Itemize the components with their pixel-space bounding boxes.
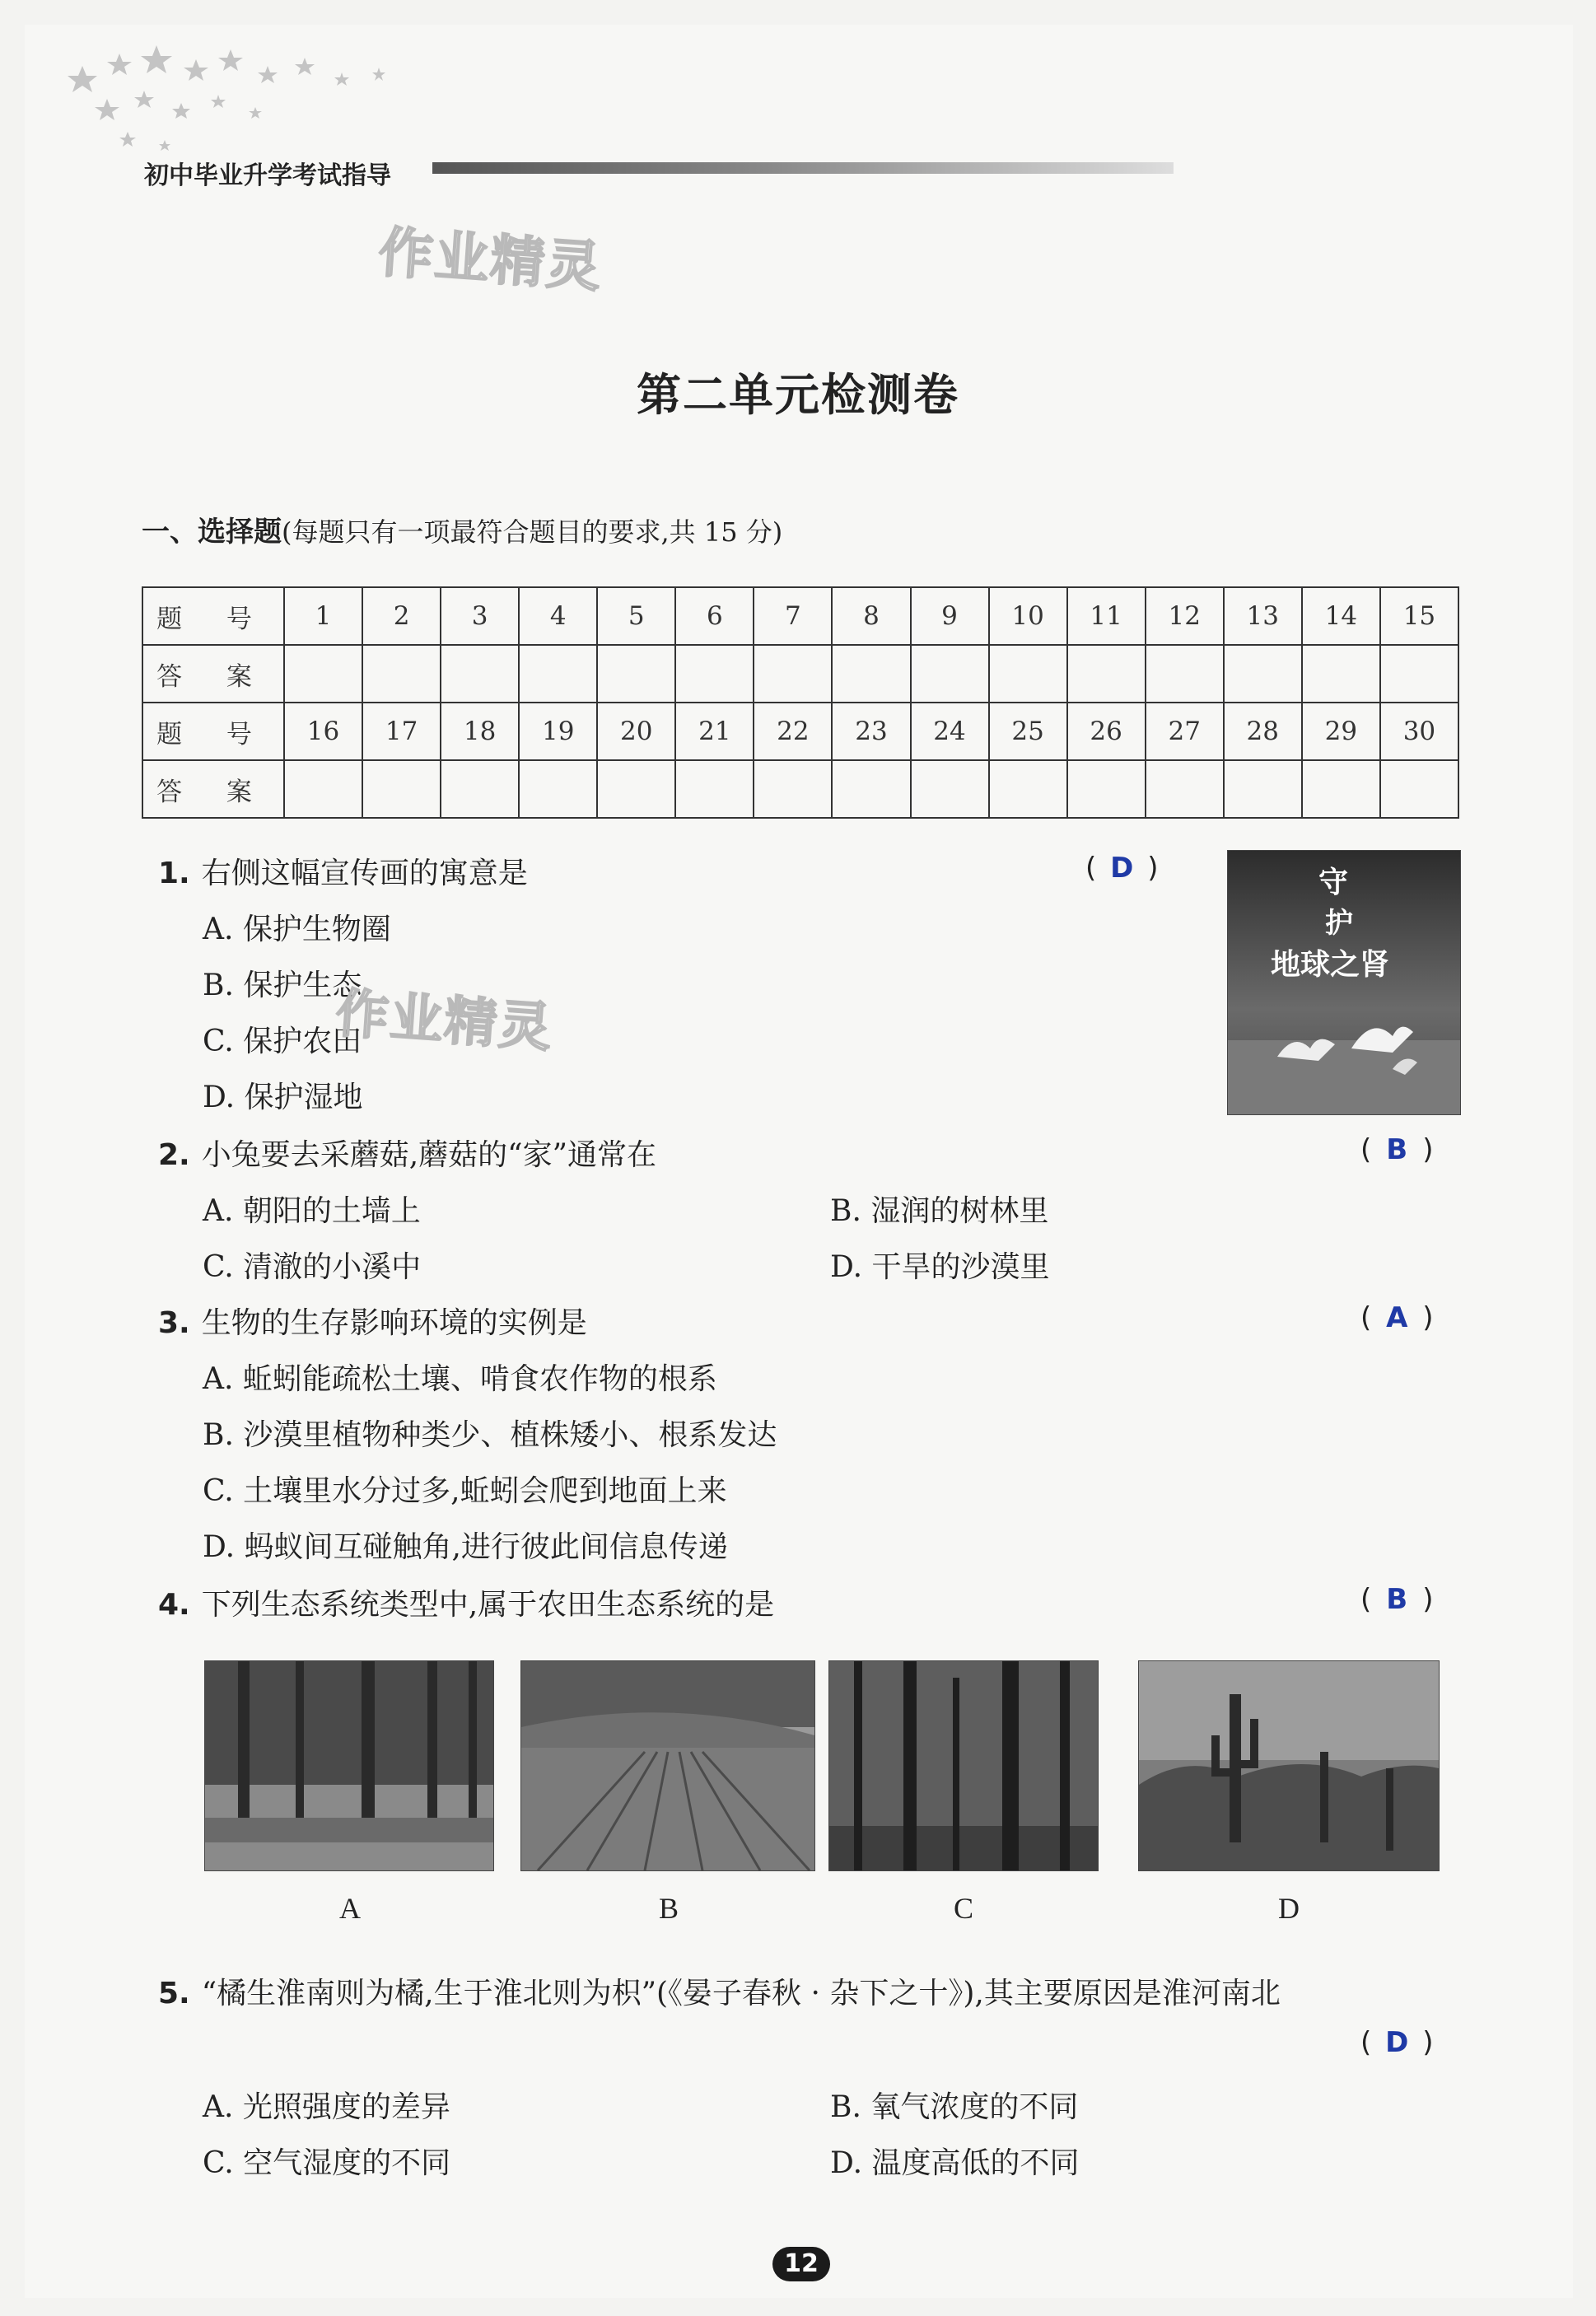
swamp-forest-icon	[205, 1661, 493, 1870]
poster-text-3: 地球之肾	[1271, 947, 1390, 982]
answer-cell[interactable]	[362, 760, 441, 818]
number-cell: 1	[284, 587, 362, 645]
row-label: 题 号	[142, 587, 284, 645]
poster-image	[1227, 850, 1461, 1115]
number-cell: 13	[1224, 587, 1302, 645]
option-d: D. 温度高低的不同	[830, 2146, 1080, 2180]
section-note: (每题只有一项最符合题目的要求,共 15 分)	[282, 516, 783, 548]
answer-cell[interactable]	[597, 760, 675, 818]
number-cell: 12	[1146, 587, 1224, 645]
decorative-stars-icon	[58, 33, 453, 165]
option-d: D. 干旱的沙漠里	[830, 1250, 1050, 1284]
number-cell: 10	[989, 587, 1067, 645]
question-text: 右侧这幅宣传画的寓意是	[201, 857, 528, 890]
answer-cell[interactable]	[754, 645, 832, 703]
option-c: C. 清澈的小溪中	[203, 1250, 422, 1284]
answer-letter: B	[1386, 1133, 1408, 1166]
ecosystem-image-c	[828, 1660, 1099, 1871]
answer-cell[interactable]	[1302, 645, 1380, 703]
answer-letter: B	[1386, 1583, 1408, 1616]
poster-text-2: 护	[1325, 907, 1353, 940]
number-cell: 26	[1067, 703, 1146, 760]
answer-letter: D	[1385, 2026, 1409, 2059]
option-c: C. 保护农田	[203, 1025, 362, 1058]
section-title: 一、选择题	[142, 516, 282, 549]
answer-cell[interactable]	[1146, 645, 1224, 703]
answer-cell[interactable]	[1067, 645, 1146, 703]
number-cell: 24	[911, 703, 989, 760]
image-label-c: C	[954, 1892, 974, 1925]
answer-cell[interactable]	[911, 645, 989, 703]
option-d: D. 保护湿地	[203, 1081, 363, 1114]
number-cell: 20	[597, 703, 675, 760]
page-number: 12	[772, 2247, 830, 2281]
answer-cell[interactable]	[832, 645, 910, 703]
number-cell: 14	[1302, 587, 1380, 645]
answer-bracket: ( A )	[1360, 1301, 1434, 1334]
number-cell: 30	[1380, 703, 1458, 760]
section-heading	[142, 509, 782, 549]
question-number: 1.	[158, 857, 190, 890]
option-a: A. 蚯蚓能疏松土壤、啃食农作物的根系	[203, 1362, 717, 1396]
page-title: 第二单元检测卷	[637, 368, 959, 421]
number-cell: 7	[754, 587, 832, 645]
forest-icon	[829, 1661, 1098, 1870]
question-text: “橘生淮南则为橘,生于淮北则为枳”(《晏子春秋 · 杂下之十》),其主要原因是淮河南北	[201, 1977, 1281, 2010]
question-1	[158, 850, 528, 892]
desert-cactus-icon	[1139, 1661, 1439, 1870]
watermark-logo: 作业精灵	[376, 220, 604, 300]
farmland-icon	[521, 1661, 814, 1870]
answer-cell[interactable]	[441, 645, 519, 703]
answer-cell[interactable]	[1146, 760, 1224, 818]
number-cell: 11	[1067, 587, 1146, 645]
question-text: 生物的生存影响环境的实例是	[201, 1306, 587, 1340]
row-label: 答 案	[142, 760, 284, 818]
table-row	[142, 587, 1458, 645]
answer-bracket: ( B )	[1360, 1133, 1434, 1166]
number-cell: 6	[675, 587, 754, 645]
number-cell: 9	[911, 587, 989, 645]
watermark-logo: 作业精灵	[334, 983, 555, 1060]
number-cell: 8	[832, 587, 910, 645]
option-b: B. 保护生态	[203, 969, 362, 1002]
table-row	[142, 760, 1458, 818]
number-cell: 18	[441, 703, 519, 760]
answer-letter: A	[1386, 1301, 1408, 1334]
number-cell: 29	[1302, 703, 1380, 760]
answer-cell[interactable]	[754, 760, 832, 818]
question-5	[158, 1970, 1281, 2012]
number-cell: 25	[989, 703, 1067, 760]
number-cell: 15	[1380, 587, 1458, 645]
number-cell: 21	[675, 703, 754, 760]
number-cell: 2	[362, 587, 441, 645]
answer-cell[interactable]	[284, 760, 362, 818]
answer-cell[interactable]	[1302, 760, 1380, 818]
image-label-d: D	[1278, 1892, 1300, 1925]
question-number: 5.	[158, 1977, 190, 2010]
option-c: C. 空气湿度的不同	[203, 2146, 451, 2180]
header-title: 初中毕业升学考试指导	[144, 161, 391, 190]
answer-cell[interactable]	[519, 645, 597, 703]
answer-cell[interactable]	[597, 645, 675, 703]
header-rule	[432, 162, 1174, 174]
answer-cell[interactable]	[911, 760, 989, 818]
image-label-b: B	[659, 1892, 679, 1925]
option-a: A. 朝阳的土墙上	[203, 1194, 421, 1228]
table-row	[142, 645, 1458, 703]
question-text: 下列生态系统类型中,属于农田生态系统的是	[201, 1588, 775, 1622]
answer-bracket: ( D )	[1085, 852, 1159, 885]
ecosystem-image-d	[1138, 1660, 1440, 1871]
answer-cell[interactable]	[1380, 760, 1458, 818]
answer-cell[interactable]	[989, 760, 1067, 818]
option-d: D. 蚂蚁间互碰触角,进行彼此间信息传递	[203, 1530, 728, 1564]
ecosystem-image-b	[520, 1660, 815, 1871]
poster-text-1: 守	[1318, 865, 1349, 899]
question-4	[158, 1581, 774, 1623]
answer-cell[interactable]	[1380, 645, 1458, 703]
answer-table	[142, 586, 1459, 819]
row-label: 题 号	[142, 703, 284, 760]
number-cell: 5	[597, 587, 675, 645]
answer-cell[interactable]	[441, 760, 519, 818]
question-number: 4.	[158, 1588, 190, 1622]
number-cell: 27	[1146, 703, 1224, 760]
number-cell: 23	[832, 703, 910, 760]
question-2	[158, 1132, 656, 1174]
answer-cell[interactable]	[1224, 760, 1302, 818]
option-b: B. 湿润的树林里	[830, 1194, 1049, 1228]
number-cell: 4	[519, 587, 597, 645]
answer-cell[interactable]	[675, 760, 754, 818]
answer-cell[interactable]	[519, 760, 597, 818]
option-a: A. 保护生物圈	[203, 913, 391, 946]
row-label: 答 案	[142, 645, 284, 703]
number-cell: 17	[362, 703, 441, 760]
question-number: 2.	[158, 1138, 190, 1172]
answer-cell[interactable]	[1067, 760, 1146, 818]
number-cell: 22	[754, 703, 832, 760]
table-row	[142, 703, 1458, 760]
answer-cell[interactable]	[989, 645, 1067, 703]
answer-cell[interactable]	[832, 760, 910, 818]
answer-bracket: ( B )	[1360, 1583, 1434, 1616]
option-b: B. 氧气浓度的不同	[830, 2090, 1079, 2124]
number-cell: 3	[441, 587, 519, 645]
answer-cell[interactable]	[362, 645, 441, 703]
question-number: 3.	[158, 1306, 190, 1340]
option-b: B. 沙漠里植物种类少、植株矮小、根系发达	[203, 1418, 777, 1452]
number-cell: 28	[1224, 703, 1302, 760]
option-a: A. 光照强度的差异	[203, 2090, 450, 2124]
question-3	[158, 1300, 587, 1342]
answer-cell[interactable]	[284, 645, 362, 703]
number-cell: 19	[519, 703, 597, 760]
question-text: 小兔要去采蘑菇,蘑菇的“家”通常在	[201, 1138, 656, 1172]
image-label-a: A	[339, 1892, 361, 1925]
ecosystem-image-a	[204, 1660, 494, 1871]
option-c: C. 土壤里水分过多,蚯蚓会爬到地面上来	[203, 1474, 727, 1508]
answer-bracket: ( D )	[1360, 2026, 1434, 2059]
answer-letter: D	[1110, 852, 1134, 885]
answer-cell[interactable]	[1224, 645, 1302, 703]
number-cell: 16	[284, 703, 362, 760]
answer-cell[interactable]	[675, 645, 754, 703]
